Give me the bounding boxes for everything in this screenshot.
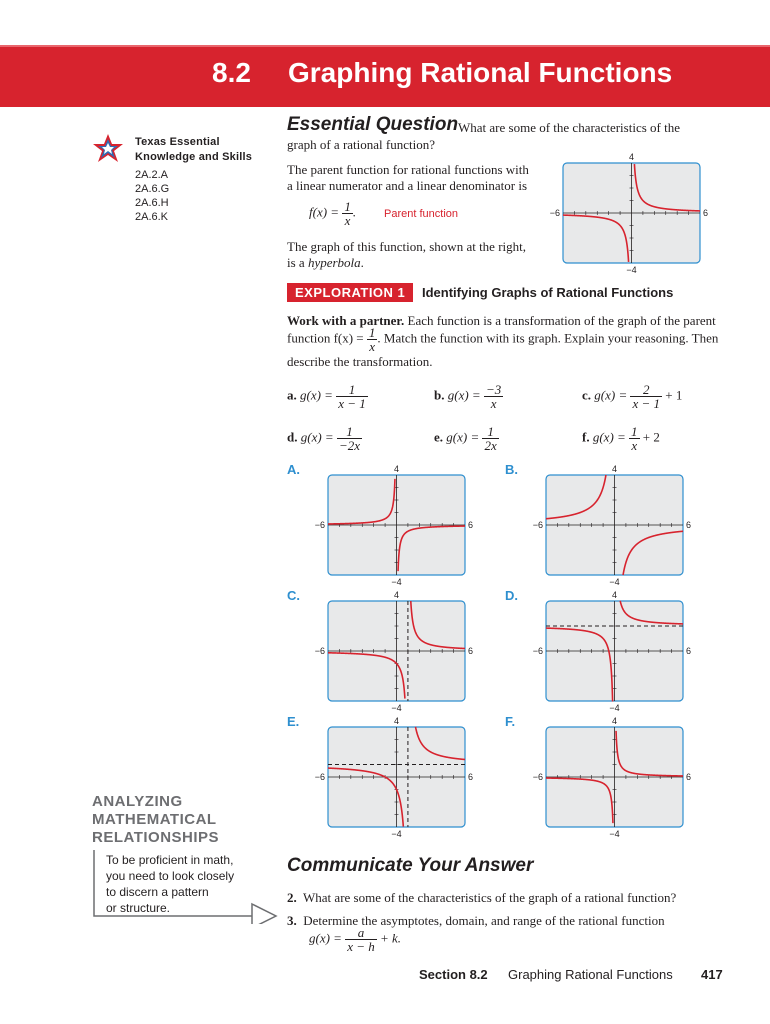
hyper-a: is a (287, 255, 308, 270)
function-option-den: x − 1 (632, 396, 661, 411)
graph-label-b: B. (505, 462, 518, 477)
exploration-badge: EXPLORATION 1 (287, 283, 413, 302)
analyzing-line1: ANALYZING (92, 793, 183, 810)
section-title: Graphing Rational Functions (288, 57, 673, 88)
tick-label-xmax: 6 (468, 772, 474, 782)
q3-tail: + k. (380, 930, 402, 946)
teks-heading-line1: Texas Essential (135, 136, 220, 148)
function-option-lhs: g(x) = (300, 429, 334, 445)
tick-label-xmin: −6 (314, 772, 325, 782)
parent-lhs: f(x) = (309, 204, 340, 220)
graph-d (532, 587, 697, 719)
function-option-lhs: g(x) = (300, 387, 333, 403)
intro-line-2: a linear numerator and a linear denominator is (287, 178, 528, 193)
function-option-label: d. (287, 429, 298, 445)
teks-heading (135, 135, 252, 165)
section-number: 8.2 (212, 57, 251, 88)
tick-label-ymax: 4 (393, 590, 400, 600)
exploration-fraction (367, 326, 378, 353)
graph-label-d: D. (505, 588, 518, 603)
tick-label-ymax: 4 (611, 716, 618, 726)
function-option-label: e. (434, 429, 444, 445)
function-option-label: f. (582, 429, 590, 445)
analyzing-line3: RELATIONSHIPS (92, 829, 220, 846)
analyzing-body-line: To be proficient in math, (106, 853, 234, 867)
tick-label-xmax: 6 (468, 646, 474, 656)
essential-question-text-1: What are some of the characteristics of the (458, 120, 680, 135)
graph-label-a: A. (287, 462, 300, 477)
function-option-fraction (336, 383, 368, 410)
graph-label-c: C. (287, 588, 300, 603)
q3-num: a (345, 926, 377, 940)
exploration-line2-b: . Match the function with its graph. Explain your reasoning. Then (377, 330, 719, 346)
function-option-num: 1 (337, 425, 362, 439)
page-number: 417 (701, 967, 723, 982)
function-option (582, 383, 682, 410)
hyperbola-line-1: The graph of this function, shown at the right, (287, 239, 527, 254)
tick-label-ymin: −4 (391, 703, 402, 713)
exploration-den: x (369, 339, 376, 354)
question-3-number: 3. (287, 913, 297, 928)
exploration-line2-a: function f(x) = (287, 330, 364, 346)
section-banner (0, 45, 770, 107)
tick-label-xmin: −6 (549, 208, 560, 218)
graph-parent (549, 149, 714, 281)
tick-label-ymin: −4 (391, 829, 402, 839)
question-2-text: What are some of the characteristics of the graph of a rational function? (303, 890, 677, 905)
function-option-num: 1 (631, 424, 638, 439)
tick-label-xmax: 6 (703, 208, 709, 218)
tick-label-xmax: 6 (686, 772, 692, 782)
hyperbola-line-2 (287, 254, 364, 271)
tick-label-xmax: 6 (468, 520, 474, 530)
parent-den: x (344, 213, 351, 228)
essential-question-text-2: graph of a rational function? (287, 137, 435, 152)
texas-star-icon (92, 133, 124, 163)
exploration-line-3: describe the transformation. (287, 354, 433, 369)
graph-label-e: E. (287, 714, 300, 729)
function-option-lhs: g(x) = (594, 387, 628, 403)
function-option-fraction (482, 425, 498, 452)
exploration-line-2 (287, 326, 718, 353)
teks-list (135, 168, 169, 224)
function-option-label: b. (434, 387, 445, 403)
graph-c (314, 587, 479, 719)
footer-title: Graphing Rational Functions (508, 967, 673, 982)
function-option-den: x (631, 438, 638, 453)
graph-label-f: F. (505, 714, 516, 729)
function-option (287, 383, 368, 410)
analyzing-heading (92, 793, 219, 847)
tick-label-ymax: 4 (393, 464, 400, 474)
tick-label-xmax: 6 (686, 646, 692, 656)
intro-line-1: The parent function for rational functions with (287, 162, 529, 177)
analyzing-body-line: you need to look closely (106, 869, 235, 883)
tick-label-ymin: −4 (609, 703, 620, 713)
tick-label-ymax: 4 (393, 716, 400, 726)
tick-label-xmin: −6 (314, 646, 325, 656)
function-option-num: −3 (485, 382, 502, 397)
parent-function-note: Parent function (384, 208, 458, 220)
tick-label-xmax: 6 (686, 520, 692, 530)
exploration-num: 1 (368, 325, 376, 340)
function-option (582, 425, 660, 452)
parent-period: . (352, 204, 357, 220)
communicate-heading: Communicate Your Answer (287, 855, 534, 876)
function-option-lhs: g(x) = (592, 429, 626, 445)
graph-b (532, 461, 697, 593)
function-option-tail: + 1 (665, 387, 683, 403)
teks-item: 2A.2.A (135, 169, 169, 181)
hyper-b: hyperbola (307, 255, 361, 270)
graph-e (314, 713, 479, 845)
graph-a (314, 461, 479, 593)
function-option-num: 1 (336, 383, 368, 397)
function-option-fraction (629, 425, 640, 452)
tick-label-ymin: −4 (391, 577, 402, 587)
tick-label-ymax: 4 (628, 152, 635, 162)
tick-label-xmin: −6 (532, 772, 543, 782)
tick-label-ymin: −4 (609, 577, 620, 587)
function-option (287, 425, 362, 452)
function-option-label: a. (287, 387, 297, 403)
essential-question-heading: Essential Question (287, 114, 459, 135)
teks-heading-line2: Knowledge and Skills (135, 151, 253, 163)
question-2-number: 2. (287, 890, 297, 905)
function-option-fraction (484, 383, 503, 410)
q3-lhs: g(x) = (309, 930, 342, 946)
hyper-c: . (360, 255, 364, 270)
analyzing-body-line: to discern a pattern (106, 885, 209, 899)
tick-label-ymax: 4 (611, 590, 618, 600)
function-option-fraction (337, 425, 362, 452)
exploration-lead: Work with a partner. (287, 313, 405, 328)
graph-f (532, 713, 697, 845)
function-option-num: 1 (482, 425, 498, 439)
function-option-label: c. (582, 387, 592, 403)
teks-item: 2A.6.K (135, 211, 169, 223)
question-3-text: Determine the asymptotes, domain, and range of the rational function (303, 913, 665, 928)
function-option-num: 2 (630, 383, 662, 397)
question-2 (287, 889, 676, 906)
tick-label-ymin: −4 (626, 265, 637, 275)
analyzing-callout-arrow (92, 848, 282, 924)
parent-function-equation (309, 200, 356, 227)
analyzing-line2: MATHEMATICAL (92, 811, 217, 828)
q3-fraction (345, 926, 377, 953)
tick-label-xmin: −6 (314, 520, 325, 530)
function-option (434, 383, 503, 410)
tick-label-xmin: −6 (532, 520, 543, 530)
teks-item: 2A.6.G (135, 183, 170, 195)
footer-section: Section 8.2 (419, 967, 488, 982)
q3-den: x − h (347, 939, 375, 954)
function-option-lhs: g(x) = (447, 387, 481, 403)
function-option-tail: + 2 (642, 429, 660, 445)
function-option-den: x − 1 (338, 396, 366, 411)
tick-label-xmin: −6 (532, 646, 543, 656)
exploration-line1-text: Each function is a transformation of the graph of the parent (407, 313, 716, 328)
function-option-den: 2x (484, 438, 497, 453)
exploration-title: Identifying Graphs of Rational Functions (422, 285, 674, 300)
function-option-den: −2x (338, 438, 360, 453)
tick-label-ymax: 4 (611, 464, 618, 474)
function-option-fraction (630, 383, 662, 410)
question-3-equation (309, 926, 401, 953)
function-option (434, 425, 499, 452)
function-option-lhs: g(x) = (446, 429, 480, 445)
analyzing-body-line: or structure. (106, 901, 171, 915)
parent-fraction (342, 200, 353, 227)
parent-num: 1 (344, 199, 351, 214)
function-option-den: x (490, 396, 497, 411)
teks-item: 2A.6.H (135, 197, 169, 209)
tick-label-ymin: −4 (609, 829, 620, 839)
